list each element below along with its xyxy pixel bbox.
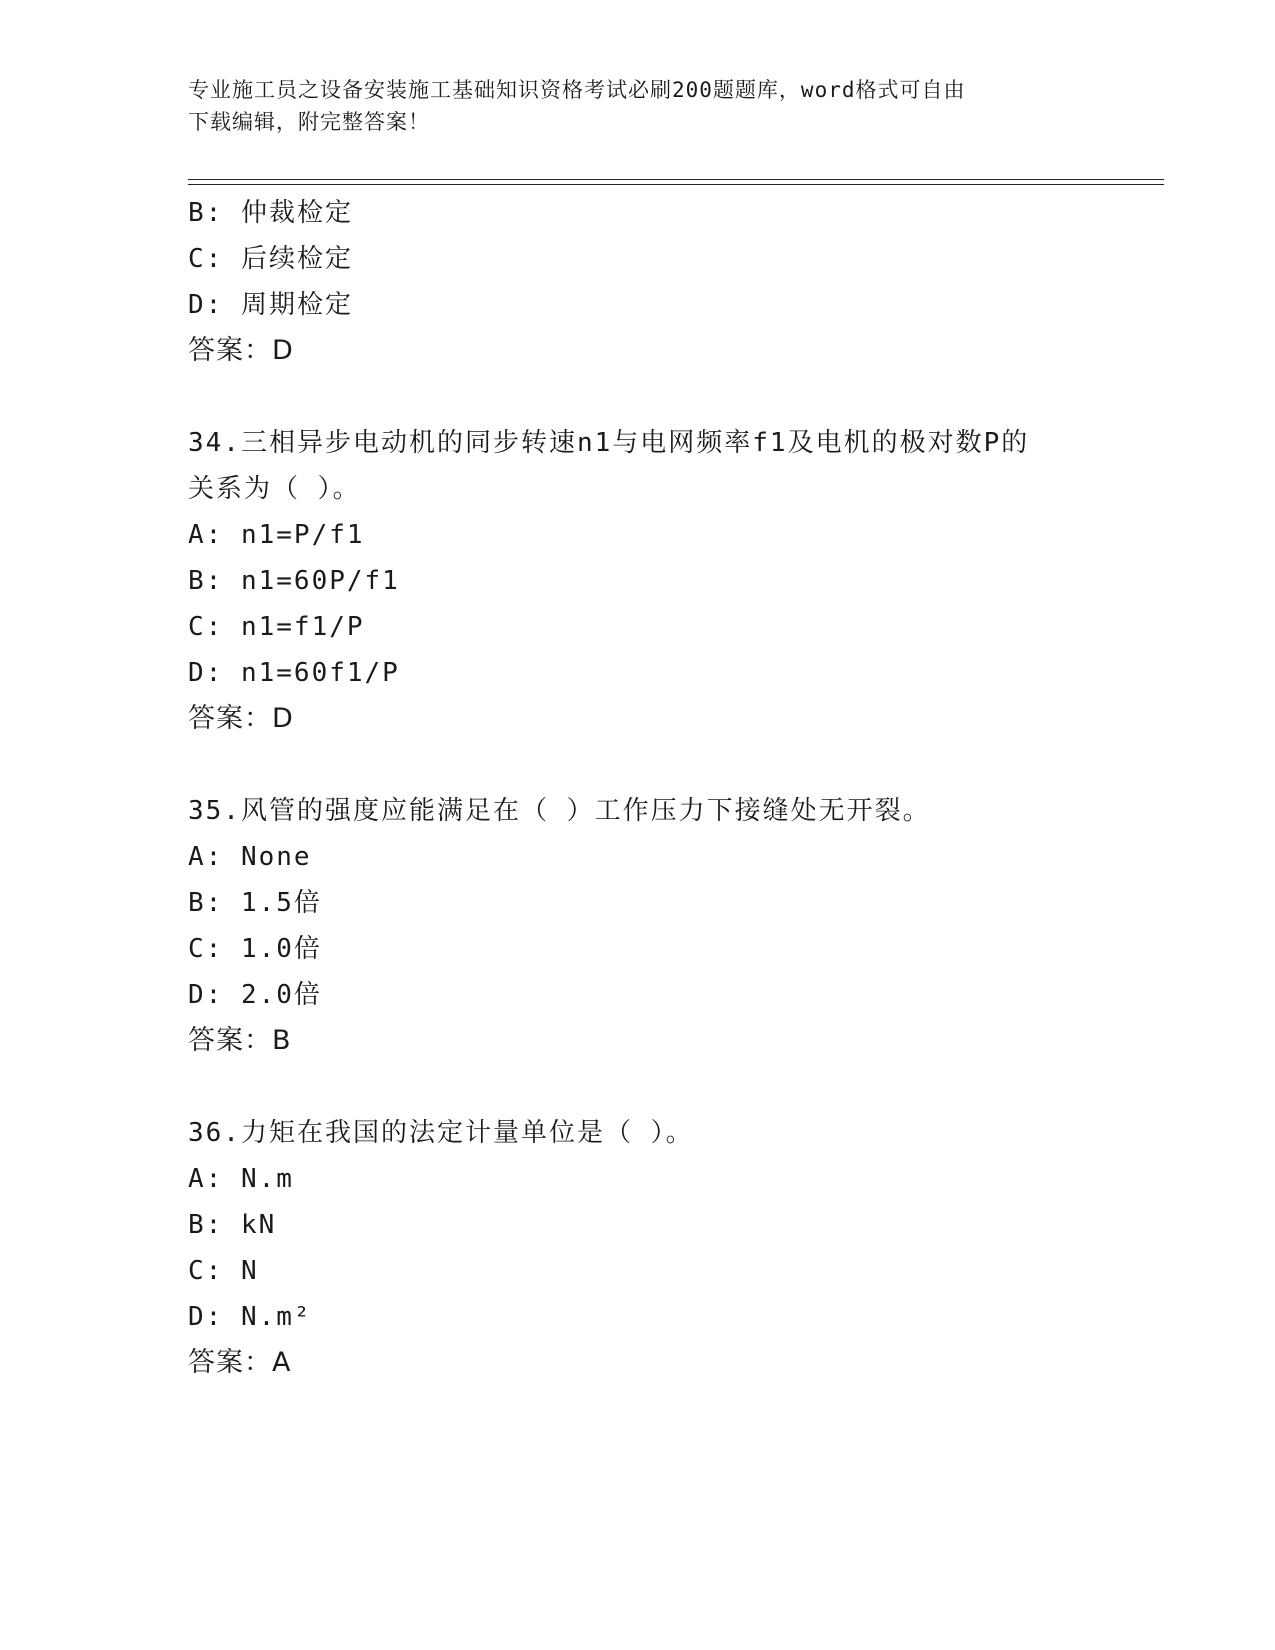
answer: 答案：A [188,1347,292,1378]
option-d: D: 2.0倍 [188,980,322,1010]
option-a: A: n1=P/f1 [188,520,365,550]
option-d: D: 周期检定 [188,290,353,320]
question-list [188,190,1088,1386]
question-stem: 36.力矩在我国的法定计量单位是（ ）。 [188,1118,694,1148]
answer: 答案：D [188,703,294,734]
option-d: D: N.m² [188,1302,312,1332]
question-34 [188,420,1088,742]
option-c: C: 1.0倍 [188,934,322,964]
question-35 [188,788,1088,1064]
header-rule-bottom [188,184,1164,185]
question-stem: 35.风管的强度应能满足在（ ）工作压力下接缝处无开裂。 [188,796,931,826]
header-line-1: 专业施工员之设备安装施工基础知识资格考试必刷200题题库，word格式可自由 [188,78,966,102]
question-33-continued [188,190,1088,374]
header-rule-top [188,179,1164,180]
question-stem-line-1: 34.三相异步电动机的同步转速n1与电网频率f1及电机的极对数P的 [188,428,1030,458]
answer: 答案：B [188,1025,292,1056]
answer: 答案：D [188,335,294,366]
option-b: B: 仲裁检定 [188,198,353,228]
option-d: D: n1=60f1/P [188,658,400,688]
option-a: A: None [188,842,312,872]
document-header [188,74,1088,138]
option-c: C: n1=f1/P [188,612,365,642]
option-c: C: 后续检定 [188,244,353,274]
option-c: C: N [188,1256,259,1286]
option-b: B: n1=60P/f1 [188,566,400,596]
option-a: A: N.m [188,1164,294,1194]
option-b: B: kN [188,1210,277,1240]
option-b: B: 1.5倍 [188,888,322,918]
header-line-2: 下载编辑，附完整答案！ [188,110,430,134]
question-stem-line-2: 关系为（ ）。 [188,474,361,504]
question-36 [188,1110,1088,1386]
